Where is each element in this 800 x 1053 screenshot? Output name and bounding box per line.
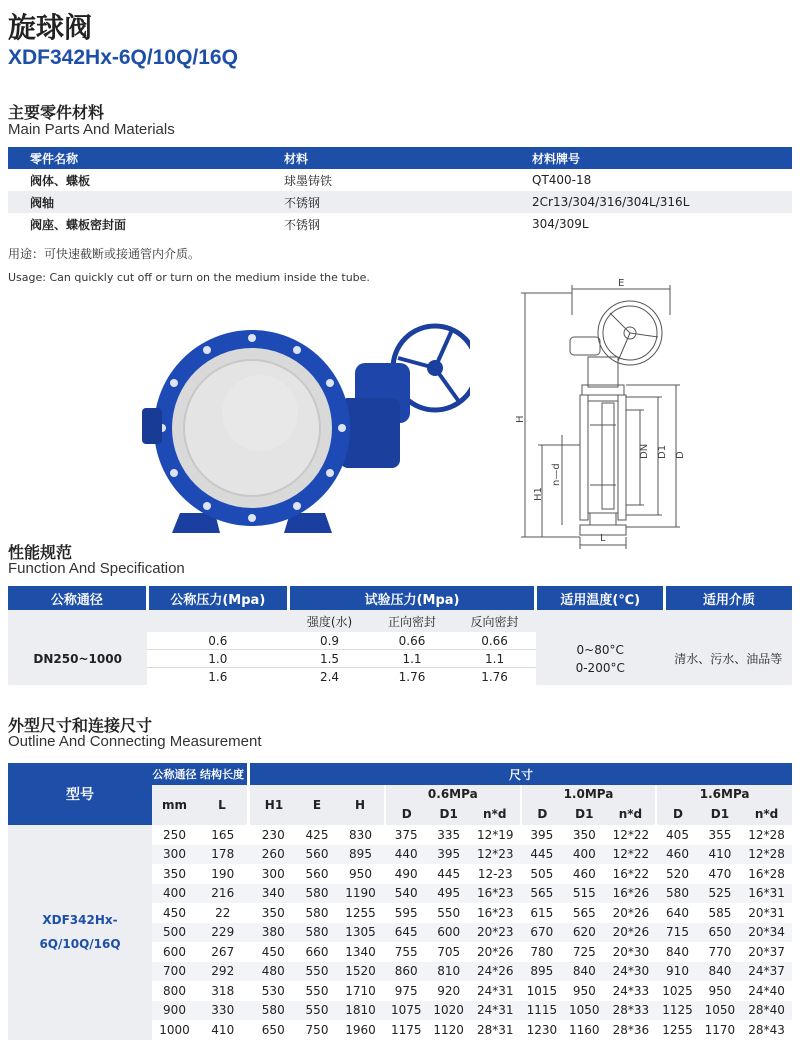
part-grade: 304/309L — [518, 213, 792, 235]
part-name: 阀体、蝶板 — [8, 169, 270, 191]
dims-cell: 770 — [708, 944, 732, 959]
drawing-label-e: E — [618, 278, 625, 289]
dims-cell: 24*30 — [606, 962, 657, 982]
dims-cell: 620 — [563, 923, 605, 943]
spec-temp-cell — [536, 632, 665, 685]
dims-cell: 267 — [211, 944, 235, 959]
dims-cell: 28*43 — [748, 1022, 785, 1037]
dims-cell: 1305 — [336, 923, 385, 943]
dims-cell: 24*31 — [470, 1001, 521, 1021]
dims-cell: 12*22 — [612, 827, 650, 842]
spec-pn: 1.0 — [147, 650, 288, 668]
dims-cell: 550 — [298, 1001, 336, 1021]
dims-cell: 300 — [152, 845, 197, 865]
drawing-label-nd: n—d — [551, 463, 562, 486]
dims-cell: 440 — [385, 845, 427, 865]
dims-cell: 24*31 — [476, 983, 514, 998]
dims-cell: 250 — [163, 827, 186, 842]
dims-cell: 190 — [211, 866, 235, 881]
dims-cell: 1050 — [563, 1001, 605, 1021]
dims-cell: 550 — [305, 983, 329, 998]
dims-cell: 580 — [298, 884, 336, 904]
dims-cell: 229 — [197, 923, 249, 943]
spec-forward: 1.76 — [371, 668, 454, 686]
dims-cell: 1190 — [336, 884, 385, 904]
dims-cell: 28*33 — [606, 1001, 657, 1021]
model-title: XDF342Hx-6Q/10Q/16Q — [8, 46, 238, 69]
dims-cell: 16*22 — [612, 866, 650, 881]
dims-cell: 1810 — [336, 1001, 385, 1021]
dims-cell: 20*26 — [606, 923, 657, 943]
dims-cell: 1340 — [345, 944, 376, 959]
dims-cell: 216 — [197, 884, 249, 904]
dims-body — [8, 825, 792, 1040]
spec-col-temp: 适用温度(℃) — [536, 586, 665, 610]
dims-cell: 450 — [163, 905, 186, 920]
model-name-line-1: XDF342Hx- — [42, 913, 118, 928]
dims-cell: 460 — [656, 845, 698, 865]
dims-cell: 12*23 — [470, 845, 521, 865]
dims-cell: 550 — [298, 962, 336, 982]
parts-col-grade: 材料牌号 — [518, 147, 792, 169]
spec-strength: 0.9 — [288, 632, 371, 650]
dims-sub-d1: D1 — [563, 804, 605, 825]
table-row — [8, 169, 792, 191]
dims-cell: 16*23 — [470, 884, 521, 904]
dims-cell: 650 — [261, 1022, 285, 1037]
dims-cell: 24*26 — [470, 962, 521, 982]
dims-cell: 975 — [394, 983, 418, 998]
part-material: 不锈钢 — [270, 191, 518, 213]
dims-cell: 560 — [305, 866, 329, 881]
dims-col-l: L — [197, 785, 249, 825]
usage-en: Usage: Can quickly cut off or turn on the medium inside the tube. — [8, 271, 370, 284]
dims-sub-d: D — [656, 804, 698, 825]
dims-cell: 24*37 — [741, 962, 792, 982]
spec-forward: 0.66 — [371, 632, 454, 650]
dims-cell: 1020 — [427, 1001, 469, 1021]
valve-technical-drawing — [510, 275, 700, 555]
dims-cell: 585 — [708, 905, 732, 920]
drawing-label-dn: DN — [639, 443, 650, 459]
dims-cell: 260 — [249, 845, 299, 865]
dims-cell: 515 — [563, 884, 605, 904]
dims-cell: 540 — [385, 884, 427, 904]
dims-sub-d: D — [385, 804, 427, 825]
spec-table — [8, 586, 792, 685]
page-title: 旋球阀 — [8, 11, 93, 44]
dims-cell: 490 — [394, 866, 418, 881]
dims-cell: 1050 — [699, 1001, 741, 1021]
dims-col-p10: 1.0MPa — [521, 785, 657, 804]
dims-cell: 24*40 — [748, 983, 785, 998]
dims-cell: 24*33 — [612, 983, 650, 998]
spec-medium: 清水、污水、油品等 — [665, 632, 792, 685]
dims-cell: 640 — [666, 905, 689, 920]
table-row — [8, 213, 792, 235]
dims-cell: 950 — [349, 866, 372, 881]
dims-table — [8, 763, 792, 1040]
dims-cell: 16*26 — [606, 884, 657, 904]
dims-cell: 12*28 — [748, 827, 785, 842]
dims-col-size: 尺寸 — [249, 763, 793, 785]
dims-col-structlen: 结构长度 — [197, 763, 249, 785]
dims-cell: 1175 — [390, 1022, 422, 1037]
dims-cell: 1160 — [569, 1022, 600, 1037]
parts-header-row — [8, 147, 792, 169]
dims-sub-d1: D1 — [427, 804, 469, 825]
dims-cell: 28*36 — [612, 1022, 650, 1037]
dims-cell: 780 — [530, 944, 554, 959]
dims-cell: 1025 — [662, 983, 693, 998]
dims-cell: 920 — [437, 983, 461, 998]
dims-col-e: E — [298, 785, 336, 825]
dims-cell: 565 — [572, 905, 596, 920]
spec-strength: 1.5 — [288, 650, 371, 668]
dims-cell: 20*30 — [612, 944, 650, 959]
dims-cell: 470 — [708, 866, 732, 881]
dims-cell: 495 — [427, 884, 469, 904]
dims-cell: 895 — [521, 962, 563, 982]
dims-cell: 505 — [530, 866, 554, 881]
dims-sub-nd: n*d — [470, 804, 521, 825]
dims-cell: 350 — [572, 827, 596, 842]
dims-cell: 460 — [572, 866, 596, 881]
spec-sub-forward: 正向密封 — [371, 610, 454, 632]
dims-cell: 12-23 — [477, 866, 513, 881]
dims-cell: 395 — [530, 827, 554, 842]
dims-cell: 1230 — [526, 1022, 558, 1037]
spec-sub-strength: 强度(水) — [288, 610, 371, 632]
dims-cell: 355 — [708, 827, 732, 842]
dims-cell: 725 — [572, 944, 596, 959]
drawing-label-d1: D1 — [657, 444, 668, 459]
spec-reverse: 0.66 — [453, 632, 536, 650]
dims-cell: 530 — [261, 983, 285, 998]
dims-cell: 895 — [336, 845, 385, 865]
dims-sub-nd: n*d — [606, 804, 657, 825]
dims-cell: 715 — [656, 923, 698, 943]
table-row — [8, 191, 792, 213]
spec-sub-reverse: 反向密封 — [453, 610, 536, 632]
dims-cell: 20*37 — [748, 944, 785, 959]
dims-cell: 615 — [530, 905, 554, 920]
dims-cell: 565 — [521, 884, 563, 904]
part-grade: QT400-18 — [518, 169, 792, 191]
dims-col-p06: 0.6MPa — [385, 785, 521, 804]
dims-col-model: 型号 — [8, 763, 152, 825]
dims-cell: 450 — [261, 944, 285, 959]
dims-cell: 1170 — [704, 1022, 736, 1037]
dims-cell: 580 — [656, 884, 698, 904]
dims-cell: 840 — [563, 962, 605, 982]
dims-cell: 1000 — [159, 1022, 190, 1037]
spec-section-title: 性能规范 — [8, 543, 73, 562]
dims-cell: 900 — [152, 1001, 197, 1021]
spec-col-test-pressure: 试验压力(Mpa) — [288, 586, 536, 610]
dims-cell: 520 — [666, 866, 689, 881]
dims-cell: 950 — [572, 983, 596, 998]
dims-cell: 700 — [152, 962, 197, 982]
dims-sub-d: D — [521, 804, 563, 825]
dims-header-row-1 — [8, 763, 792, 785]
dims-cell: 950 — [708, 983, 732, 998]
dims-cell: 600 — [163, 944, 186, 959]
spec-header-row — [8, 586, 792, 610]
dims-cell: 12*28 — [741, 845, 792, 865]
dims-cell: 525 — [699, 884, 741, 904]
dims-sub-d1: D1 — [699, 804, 741, 825]
dims-cell: 1520 — [336, 962, 385, 982]
dims-cell: 1125 — [656, 1001, 698, 1021]
dims-cell: 1710 — [345, 983, 376, 998]
spec-dn-range: DN250~1000 — [8, 632, 147, 685]
valve-product-image — [140, 318, 470, 540]
dims-cell: 425 — [305, 827, 329, 842]
dims-cell: 1255 — [662, 1022, 693, 1037]
spec-reverse: 1.1 — [453, 650, 536, 668]
dims-cell: 810 — [427, 962, 469, 982]
dims-cell: 12*19 — [476, 827, 514, 842]
drawing-label-h1: H1 — [533, 487, 544, 501]
dims-cell: 28*31 — [476, 1022, 514, 1037]
dims-cell: 650 — [699, 923, 741, 943]
dims-cell: 660 — [305, 944, 329, 959]
dims-cell: 20*23 — [470, 923, 521, 943]
part-name: 阀座、蝶板密封面 — [8, 213, 270, 235]
dims-cell: 840 — [666, 944, 689, 959]
dims-cell: 375 — [394, 827, 418, 842]
dims-cell: 28*40 — [741, 1001, 792, 1021]
dims-section-subtitle: Outline And Connecting Measurement — [8, 733, 262, 750]
dims-cell: 1120 — [433, 1022, 464, 1037]
dims-cell: 410 — [211, 1022, 235, 1037]
dims-col-h1: H1 — [249, 785, 299, 825]
dims-cell: 550 — [437, 905, 461, 920]
dims-col-h: H — [336, 785, 385, 825]
dims-cell: 1115 — [521, 1001, 563, 1021]
dims-cell: 318 — [211, 983, 235, 998]
parts-table — [8, 147, 792, 235]
spec-subheader-row — [8, 610, 792, 632]
spec-col-pressure: 公称压力(Mpa) — [147, 586, 288, 610]
parts-section-title: 主要零件材料 — [8, 103, 105, 122]
spec-section-subtitle: Function And Specification — [8, 560, 185, 577]
dims-cell: 445 — [437, 866, 461, 881]
dims-cell: 20*34 — [741, 923, 792, 943]
dims-cell: 230 — [261, 827, 285, 842]
dims-cell: 600 — [427, 923, 469, 943]
dims-cell: 20*26 — [476, 944, 514, 959]
parts-section-subtitle: Main Parts And Materials — [8, 121, 175, 138]
spec-col-medium: 适用介质 — [665, 586, 792, 610]
dims-cell: 705 — [437, 944, 461, 959]
dims-cell: 165 — [211, 827, 235, 842]
dims-cell: 750 — [305, 1022, 329, 1037]
dims-cell: 292 — [197, 962, 249, 982]
dims-cell: 860 — [385, 962, 427, 982]
dims-cell: 178 — [197, 845, 249, 865]
drawing-label-h: H — [515, 415, 526, 423]
spec-strength: 2.4 — [288, 668, 371, 686]
dims-cell: 560 — [298, 845, 336, 865]
dims-cell: 410 — [699, 845, 741, 865]
spec-col-dn: 公称通径 — [8, 586, 147, 610]
part-material: 不锈钢 — [270, 213, 518, 235]
dims-cell: 16*28 — [748, 866, 785, 881]
dims-cell: 1960 — [345, 1022, 376, 1037]
table-row — [8, 825, 792, 845]
dims-cell: 20*26 — [612, 905, 650, 920]
spec-pn: 0.6 — [147, 632, 288, 650]
dims-cell: 22 — [215, 905, 231, 920]
dims-cell: 330 — [197, 1001, 249, 1021]
part-material: 球墨铸铁 — [270, 169, 518, 191]
dims-cell: 1015 — [526, 983, 558, 998]
dims-cell: 350 — [163, 866, 186, 881]
dims-cell: 350 — [261, 905, 285, 920]
spec-temp-1: 0~80°C — [576, 642, 624, 657]
dims-cell: 300 — [261, 866, 285, 881]
dims-cell: 335 — [437, 827, 461, 842]
dims-cell: 580 — [298, 923, 336, 943]
model-name-cell — [8, 825, 152, 1040]
dims-cell: 16*23 — [476, 905, 514, 920]
dims-cell: 445 — [521, 845, 563, 865]
part-name: 阀轴 — [8, 191, 270, 213]
dims-cell: 16*31 — [741, 884, 792, 904]
dims-cell: 670 — [521, 923, 563, 943]
dims-cell: 400 — [563, 845, 605, 865]
dims-cell: 400 — [152, 884, 197, 904]
dims-cell: 405 — [666, 827, 689, 842]
dims-cell: 12*22 — [606, 845, 657, 865]
part-grade: 2Cr13/304/316/304L/316L — [518, 191, 792, 213]
dims-section-title: 外型尺寸和连接尺寸 — [8, 716, 153, 735]
spec-forward: 1.1 — [371, 650, 454, 668]
dims-cell: 1255 — [345, 905, 376, 920]
drawing-label-l: L — [600, 533, 606, 544]
spec-temp-2: 0-200°C — [575, 660, 625, 675]
dims-col-p16: 1.6MPa — [656, 785, 792, 804]
table-row — [8, 632, 792, 650]
spec-reverse: 1.76 — [453, 668, 536, 686]
spec-pn: 1.6 — [147, 668, 288, 686]
dims-cell: 395 — [427, 845, 469, 865]
dims-cell: 830 — [349, 827, 372, 842]
dims-cell: 580 — [249, 1001, 299, 1021]
dims-cell: 595 — [394, 905, 418, 920]
parts-col-material: 材料 — [270, 147, 518, 169]
dims-cell: 500 — [152, 923, 197, 943]
dims-cell: 800 — [163, 983, 186, 998]
dims-col-mm: mm — [152, 785, 197, 825]
dims-sub-nd: n*d — [741, 804, 792, 825]
dims-cell: 645 — [385, 923, 427, 943]
dims-cell: 480 — [249, 962, 299, 982]
dims-col-nominal: 公称通径 — [152, 763, 197, 785]
model-name-line-2: 6Q/10Q/16Q — [39, 937, 121, 952]
dims-cell: 340 — [249, 884, 299, 904]
dims-cell: 755 — [394, 944, 418, 959]
dims-cell: 1075 — [385, 1001, 427, 1021]
drawing-label-d: D — [675, 451, 686, 459]
dims-cell: 910 — [656, 962, 698, 982]
dims-cell: 380 — [249, 923, 299, 943]
dims-cell: 580 — [305, 905, 329, 920]
dims-cell: 840 — [699, 962, 741, 982]
parts-col-name: 零件名称 — [8, 147, 270, 169]
dims-cell: 20*31 — [748, 905, 785, 920]
usage-cn: 用途：可快速截断或接通管内介质。 — [8, 247, 201, 261]
